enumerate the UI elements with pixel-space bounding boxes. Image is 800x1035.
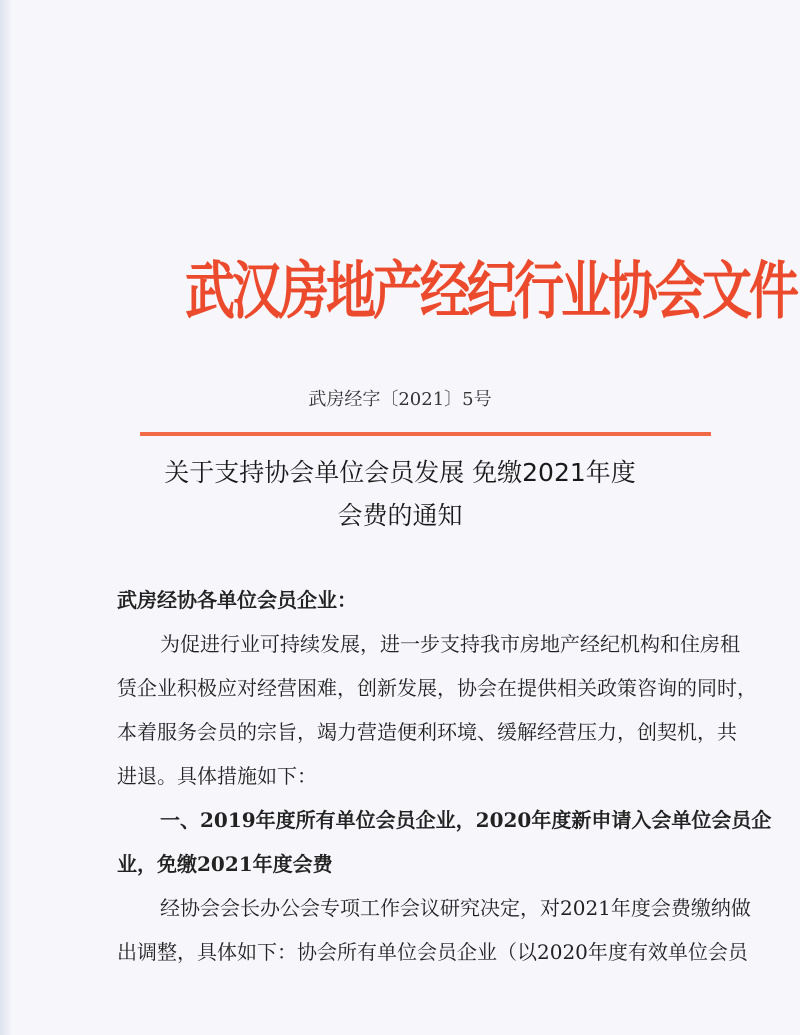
document-header-title: 武汉房地产经纪行业协会文件 — [185, 254, 796, 328]
document-number: 武房经字〔2021〕5号 — [308, 389, 492, 410]
body-line: 出调整，具体如下：协会所有单位会员企业（以2020年度有效单位会员 — [117, 940, 748, 964]
red-divider — [140, 432, 711, 436]
notice-title-line-1: 关于支持协会单位会员发展 免缴2021年度 — [164, 458, 636, 487]
body-line: 本着服务会员的宗旨，竭力营造便利环境、缓解经营压力，创契机，共 — [117, 720, 737, 744]
salutation: 武房经协各单位会员企业： — [117, 588, 357, 612]
body-line: 进退。具体措施如下： — [117, 764, 317, 788]
section-heading-line: 业，免缴2021年度会费 — [117, 852, 333, 876]
body-line: 为促进行业可持续发展，进一步支持我市房地产经纪机构和住房租 — [160, 632, 740, 656]
section-heading-line: 一、2019年度所有单位会员企业，2020年度新申请入会单位会员企 — [160, 808, 772, 832]
body-line: 赁企业积极应对经营困难，创新发展，协会在提供相关政策咨询的同时， — [117, 676, 757, 700]
body-line: 经协会会长办公会专项工作会议研究决定，对2021年度会费缴纳做 — [160, 896, 751, 920]
notice-title-line-2: 会费的通知 — [337, 501, 463, 530]
